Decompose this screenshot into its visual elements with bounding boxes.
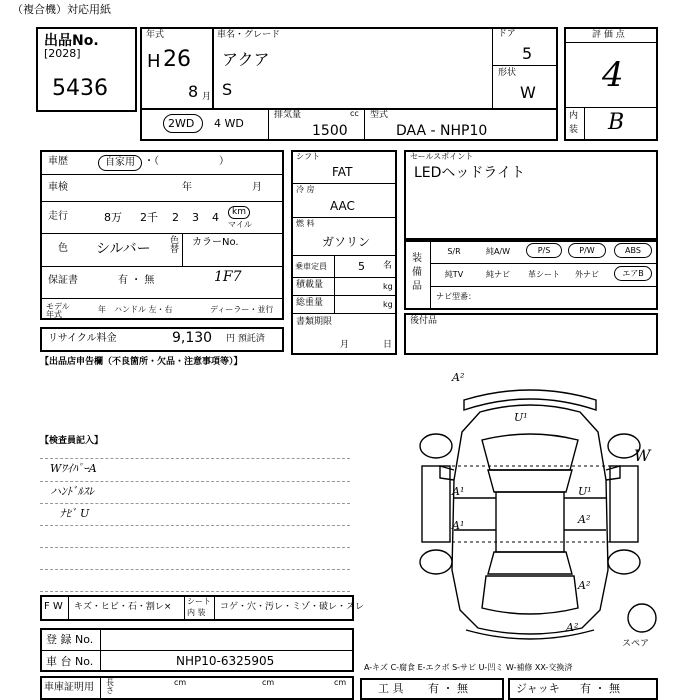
mileage-man: 8万 [104, 211, 122, 224]
damage-mark: A¹ [452, 519, 465, 532]
wheel-front-left [420, 434, 452, 458]
car-name-label: 車名・グレード [217, 30, 281, 40]
ac-value: AAC [330, 199, 355, 213]
engine-value: 1500 [312, 123, 348, 139]
seat-label-1: シート [187, 597, 211, 606]
equip-alloy-wheels: 純A/W [485, 247, 511, 256]
load-unit: kg [383, 282, 393, 291]
damage-legend: A-キズ C-腐食 E-エクボ S-サビ U-凹ミ W-補修 XX-交換済 [364, 663, 573, 672]
warranty-value: 有 ・ 無 [118, 275, 155, 286]
fuel-value: ガソリン [322, 235, 371, 249]
color-label: 色 [58, 243, 68, 254]
jack-value: 有 ・ 無 [580, 682, 620, 695]
capacity-value: 5 [358, 260, 365, 273]
year-value: 26 [163, 47, 191, 72]
drive-2wd: 2WD [168, 117, 195, 130]
damage-mark: A¹ [452, 485, 465, 498]
seat-items: コゲ・穴・汚レ・ミゾ・破レ・スレ [220, 602, 365, 612]
gross-label: 総重量 [296, 298, 324, 308]
engine-unit: cc [350, 109, 359, 118]
mileage-digit-2: 3 [192, 211, 199, 224]
inspection-month-unit: 月 [252, 182, 262, 193]
shift-value: FAT [332, 165, 353, 179]
damage-mark: U¹ [578, 485, 592, 498]
warranty-label: 保証書 [48, 275, 78, 286]
lot-label: 出品No. [44, 33, 99, 49]
left-mirror [440, 466, 454, 480]
inspection-label: 車検 [48, 182, 68, 193]
spare-label: スペア [622, 639, 650, 649]
chassis-label: 車 台 No. [46, 655, 94, 668]
inspector-note-3: ﾅﾋﾞ U [60, 507, 90, 520]
aftermarket-label: 後付品 [410, 316, 438, 326]
equipment-label-1: 装 [412, 253, 422, 264]
sales-label: セールスポイント [410, 152, 474, 161]
navi-model-label: ナビ型番： [436, 292, 476, 301]
wheel-rear-right [608, 550, 640, 574]
right-mirror [606, 466, 620, 480]
month-value: 8 [188, 82, 199, 101]
garage-cert-length: 長さ [106, 678, 114, 695]
car-grade: S [222, 80, 233, 99]
lot-number: 5436 [52, 76, 108, 101]
rear-window-outline [488, 552, 572, 574]
spare-tire-icon [628, 604, 656, 632]
tools-value: 有 ・ 無 [428, 682, 468, 695]
trunk-outline [482, 576, 578, 614]
docs-day: 日 [383, 340, 393, 350]
doors-label: ドア [498, 29, 516, 39]
model-value: DAA - NHP10 [396, 123, 488, 139]
handle-label: ハンドル 左・右 [114, 305, 173, 314]
roof-outline [496, 492, 564, 552]
color-no-value: 1F7 [214, 269, 242, 285]
year-era: H [147, 51, 161, 72]
inspector-label: 【検査員記入】 [40, 436, 104, 446]
mileage-digit-1: 2 [172, 211, 179, 224]
interior-label-2: 装 [569, 125, 579, 135]
mileage-unit-mile: マイル [228, 220, 252, 229]
shape-value: W [520, 83, 536, 102]
left-info-table [40, 150, 284, 320]
interior-label-1: 内 [569, 111, 579, 121]
history-other: ・（ ） [144, 156, 229, 167]
interior-score: B [608, 110, 625, 135]
garage-cert-cm-1: cm [174, 678, 187, 687]
capacity-unit: 名 [383, 261, 393, 271]
seller-note-label: 【出品店申告欄（不良箇所・欠品・注意事項等）】 [40, 357, 243, 367]
inspector-note-1: WﾜｲﾊﾟｰA [50, 462, 97, 475]
equip-airbag-circled: エアB [614, 266, 652, 281]
equip-power-steering-circled: P/S [526, 243, 562, 258]
damage-mark: A² [452, 371, 465, 384]
shape-label: 形状 [498, 68, 517, 78]
front-bumper-outline [464, 390, 596, 410]
docs-label: 書類期限 [296, 317, 333, 327]
model-year-label: モデル年式 [46, 302, 70, 319]
equipment-label-3: 品 [412, 281, 422, 292]
engine-label: 排気量 [274, 110, 302, 120]
capacity-label: 乗車定員 [295, 262, 327, 271]
seat-label-2: 内 装 [187, 608, 206, 617]
mileage-label: 走行 [48, 211, 68, 222]
color-value: シルバー [96, 241, 151, 257]
load-label: 積載量 [296, 280, 324, 290]
equip-aftermarket-navi: 外ナビ [575, 270, 599, 279]
windshield-outline [488, 470, 572, 492]
color-change-label: 色替 [170, 236, 180, 255]
equip-power-windows-circled: P/W [568, 243, 606, 258]
drive-4wd: 4 WD [214, 117, 244, 130]
damage-mark: A² [566, 621, 579, 634]
gross-unit: kg [383, 300, 393, 309]
garage-cert-label: 車庫証明用 [44, 682, 94, 693]
year-label: 年式 [146, 30, 165, 40]
equip-abs-circled: ABS [614, 243, 652, 258]
ac-label: 冷 房 [296, 185, 315, 194]
lot-year-code: [2028] [44, 47, 81, 60]
registration-label: 登 録 No. [46, 633, 94, 646]
damage-mark: A² [578, 513, 591, 526]
damage-mark: A² [578, 579, 591, 592]
dealer-label: ディーラー・並行 [210, 305, 274, 314]
inspector-note-2: ハﾝﾄﾞﾙｽﾚ [50, 485, 94, 498]
sales-box [404, 150, 658, 240]
mileage-sen: 2千 [140, 211, 158, 224]
history-label: 車歴 [48, 156, 68, 167]
diagram-side-note: W [634, 446, 651, 465]
score-value: 4 [602, 55, 624, 95]
car-name: アクア [222, 50, 270, 69]
model-year-unit: 年 [98, 305, 106, 314]
wheel-rear-left [420, 550, 452, 574]
garage-cert-cm-2: cm [262, 678, 275, 687]
jack-label: ジャッキ [516, 682, 560, 695]
chassis-value: NHP10-6325905 [176, 654, 275, 668]
tools-label: 工 具 [378, 682, 404, 695]
inspection-year-unit: 年 [182, 182, 192, 193]
equip-leather-seat: 革シート [528, 270, 560, 279]
model-label: 型式 [370, 110, 389, 120]
car-damage-diagram [400, 370, 690, 660]
mileage-unit-km-circled: km [228, 206, 250, 219]
equip-navi: 純ナビ [486, 270, 510, 279]
sheet-subtitle: （複合機）対応用紙 [12, 3, 111, 16]
fw-items: キズ・ヒビ・石・割レ× [74, 602, 172, 612]
garage-cert-cm-3: cm [334, 678, 347, 687]
shift-label: シフト [296, 152, 320, 161]
equipment-label-2: 備 [412, 267, 422, 278]
hood-outline [482, 434, 578, 470]
month-unit: 月 [202, 92, 212, 102]
damage-mark: U¹ [514, 411, 528, 424]
history-value-circled: 自家用 [98, 155, 142, 171]
sales-text: LEDヘッドライト [414, 165, 526, 181]
doors-value: 5 [522, 44, 533, 63]
color-no-label: カラーNo. [192, 237, 239, 248]
recycle-label: リサイクル料金 [48, 333, 117, 344]
recycle-value: 9,130 [172, 330, 213, 346]
fuel-label: 燃 料 [296, 219, 315, 228]
recycle-unit: 円 預託済 [226, 334, 265, 344]
score-label: 評 価 点 [592, 30, 625, 40]
equip-sunroof: S/R [447, 247, 461, 256]
fw-label: F W [44, 601, 63, 612]
aftermarket-box [404, 313, 658, 355]
docs-month: 月 [340, 340, 350, 350]
mileage-digit-3: 4 [212, 211, 219, 224]
equip-tv: 純TV [444, 270, 464, 279]
